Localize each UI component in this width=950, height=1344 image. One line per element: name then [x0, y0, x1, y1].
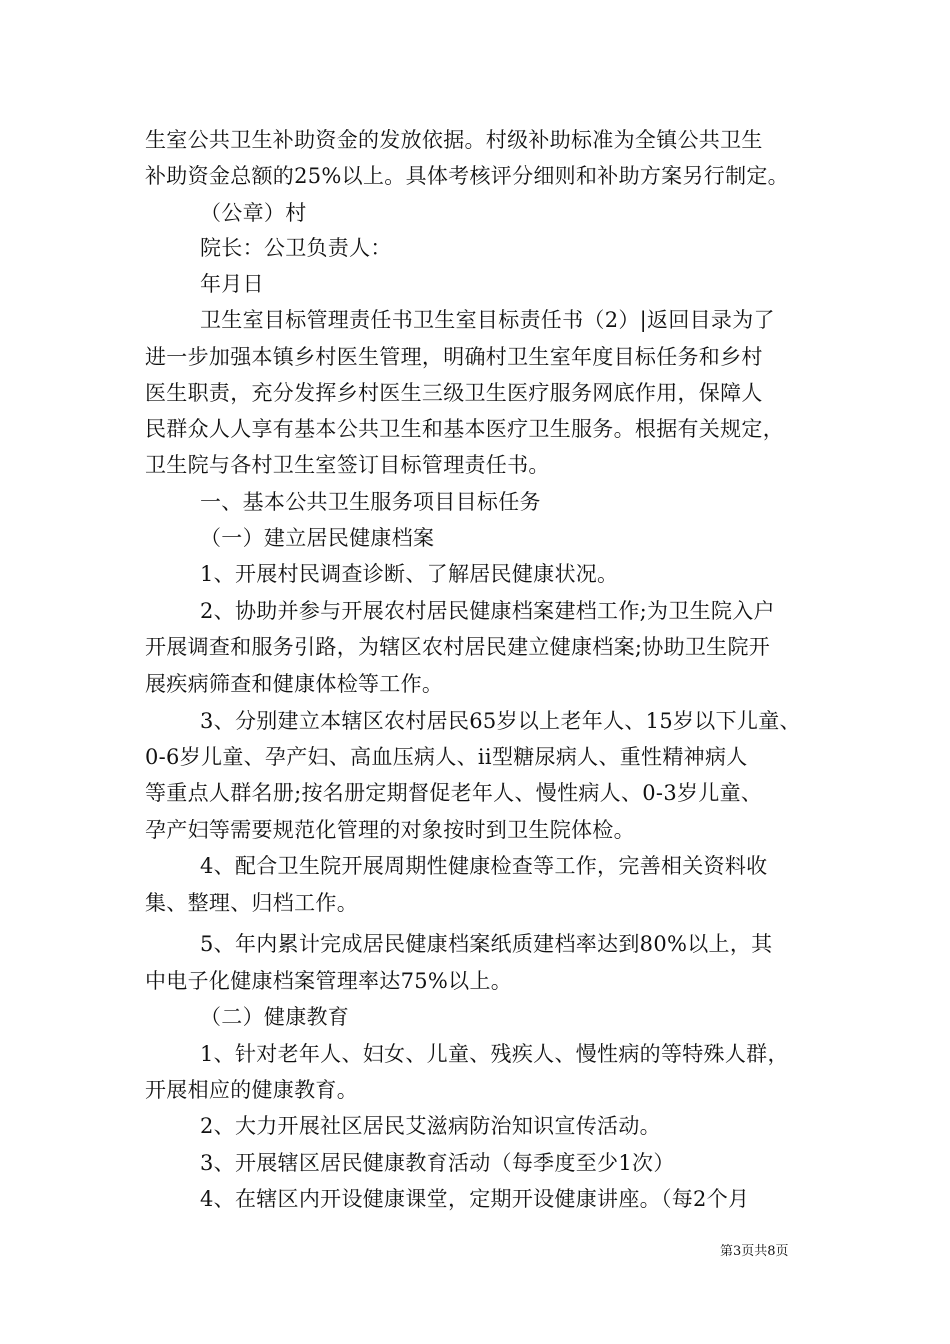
- text-line: 3、分别建立本辖区农村居民65岁以上老年人、15岁以下儿童、: [200, 709, 801, 733]
- text-line: 1、开展村民调查诊断、了解居民健康状况。: [200, 562, 619, 586]
- text-line: 2、协助并参与开展农村居民健康档案建档工作;为卫生院入户: [200, 599, 775, 623]
- text-line: 4、在辖区内开设健康课堂，定期开设健康讲座。（每2个月: [200, 1187, 750, 1211]
- text-line: 进一步加强本镇乡村医生管理，明确村卫生室年度目标任务和乡村: [145, 345, 763, 369]
- text-line: 卫生院与各村卫生室签订目标管理责任书。: [145, 453, 550, 477]
- text-line: 3、开展辖区居民健康教育活动（每季度至少1次）: [200, 1151, 675, 1175]
- text-line: （一）建立居民健康档案: [200, 526, 435, 550]
- text-line: 2、大力开展社区居民艾滋病防治知识宣传活动。: [200, 1114, 661, 1138]
- text-line: （二）健康教育: [200, 1005, 350, 1029]
- text-line: 一、基本公共卫生服务项目目标任务: [200, 490, 541, 514]
- text-line: （公章）村: [200, 201, 307, 225]
- text-line: 集、整理、归档工作。: [145, 891, 358, 915]
- text-line: 补助资金总额的25%以上。具体考核评分细则和补助方案另行制定。: [145, 164, 789, 188]
- text-line: 院长：公卫负责人：: [200, 236, 392, 260]
- text-line: 生室公共卫生补助资金的发放依据。村级补助标准为全镇公共卫生: [145, 128, 763, 152]
- text-line: 年月日: [200, 272, 264, 296]
- text-line: 卫生室目标管理责任书卫生室目标责任书（2）|返回目录为了: [200, 308, 775, 332]
- text-line: 孕产妇等需要规范化管理的对象按时到卫生院体检。: [145, 818, 635, 842]
- text-line: 0-6岁儿童、孕产妇、高血压病人、ii型糖尿病人、重性精神病人: [145, 745, 748, 769]
- text-line: 5、年内累计完成居民健康档案纸质建档率达到80%以上，其: [200, 932, 773, 956]
- text-line: 展疾病筛查和健康体检等工作。: [145, 672, 444, 696]
- text-line: 开展相应的健康教育。: [145, 1078, 358, 1102]
- text-line: 等重点人群名册;按名册定期督促老年人、慢性病人、0-3岁儿童、: [145, 781, 763, 805]
- text-line: 4、配合卫生院开展周期性健康检查等工作，完善相关资料收: [200, 854, 768, 878]
- text-line: 医生职责，充分发挥乡村医生三级卫生医疗服务网底作用，保障人: [145, 381, 763, 405]
- page-number: 第3页共8页: [720, 1244, 789, 1259]
- text-line: 1、针对老年人、妇女、儿童、残疾人、慢性病的等特殊人群，: [200, 1042, 789, 1066]
- text-line: 中电子化健康档案管理率达75%以上。: [145, 969, 513, 993]
- text-line: 开展调查和服务引路，为辖区农村居民建立健康档案;协助卫生院开: [145, 635, 771, 659]
- text-line: 民群众人人享有基本公共卫生和基本医疗卫生服务。根据有关规定，: [145, 417, 784, 441]
